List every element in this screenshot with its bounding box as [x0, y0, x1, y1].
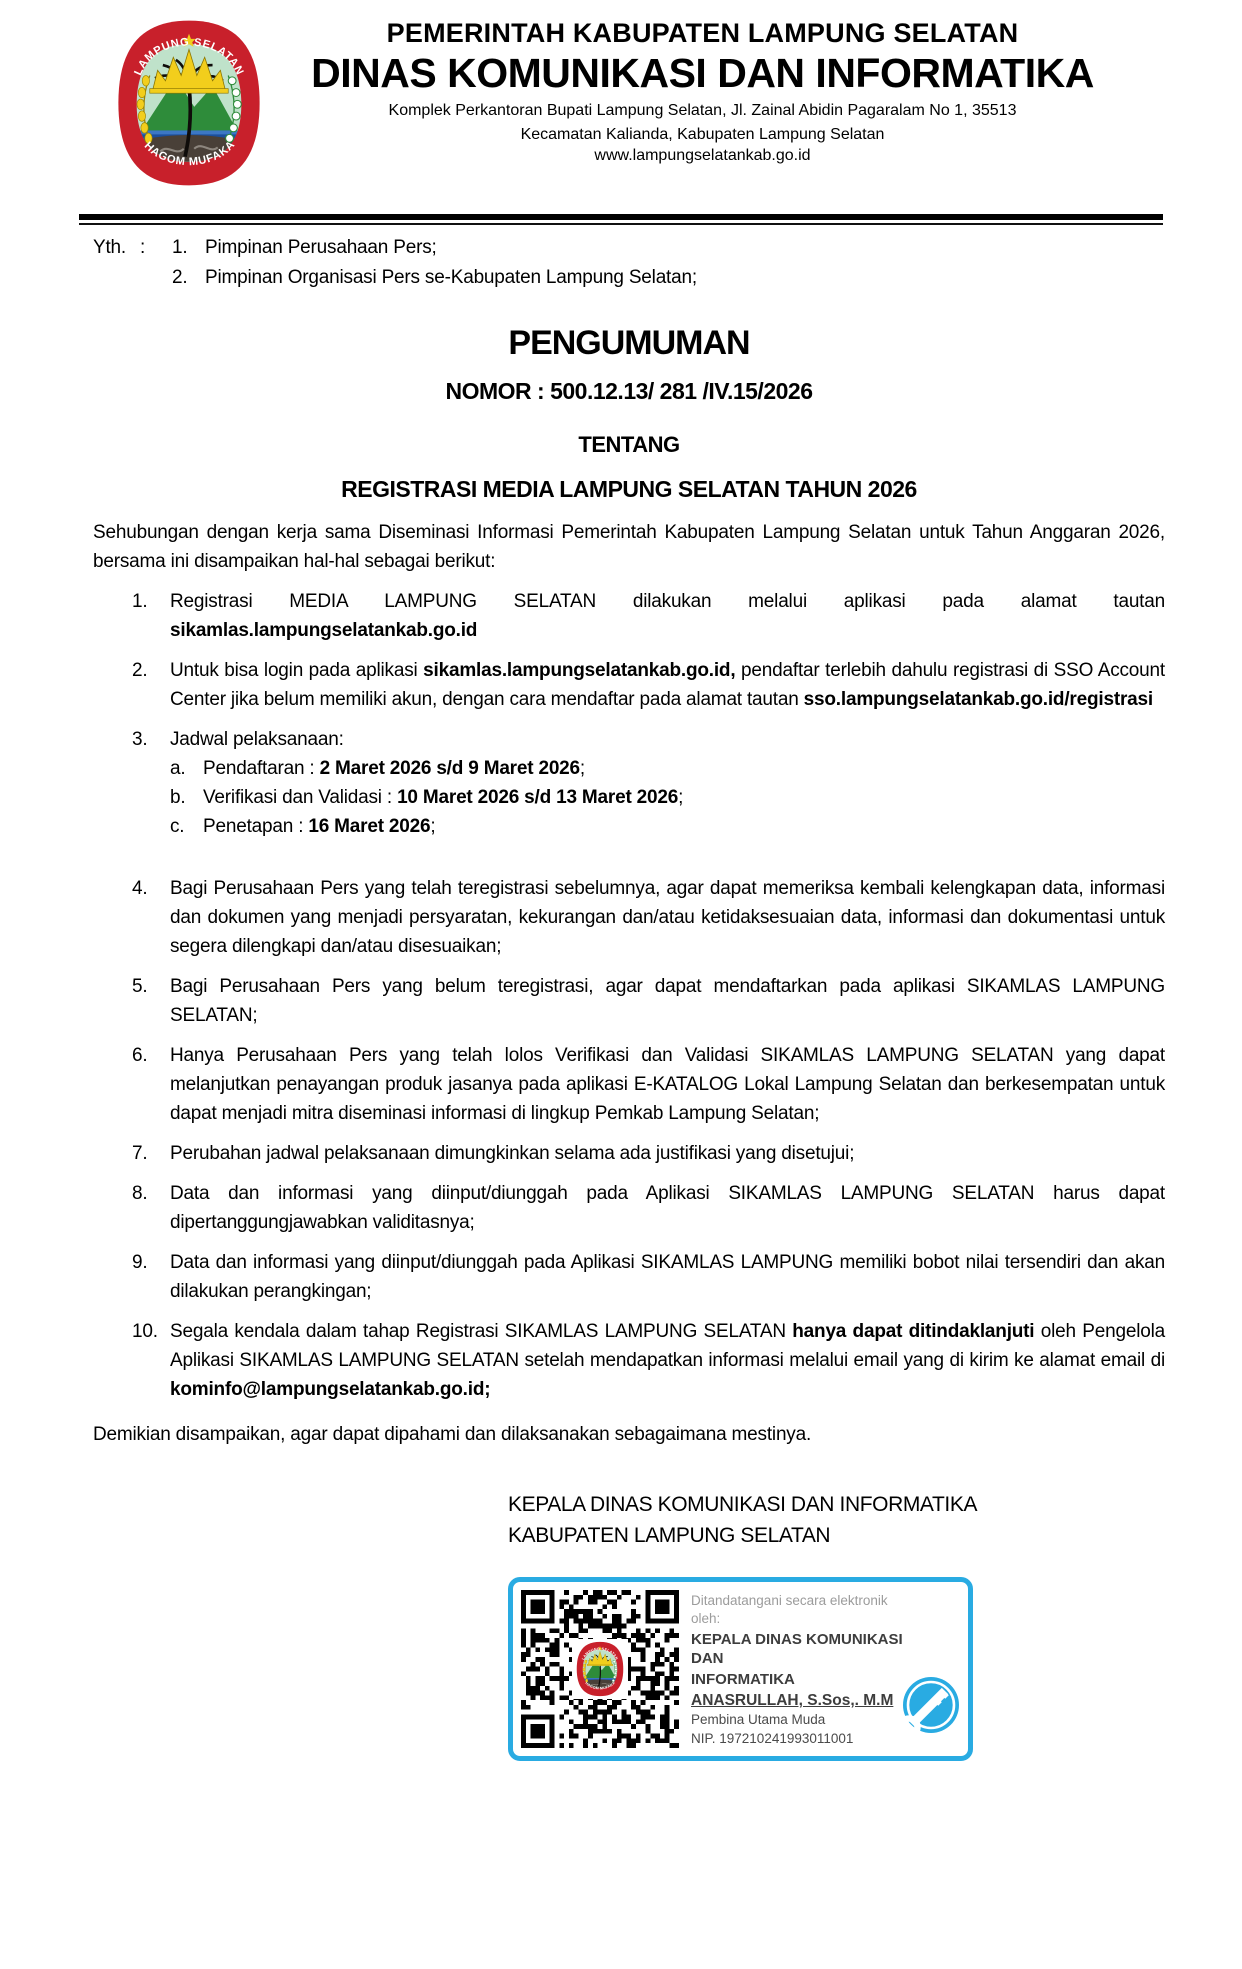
sub-item [170, 754, 1165, 783]
agency-name: DINAS KOMUNIKASI DAN INFORMATIKA [311, 50, 1094, 96]
sub-item-letter: b. [170, 787, 186, 808]
item-number: 1. [132, 591, 148, 612]
item-number: 6. [132, 1045, 148, 1066]
announcement-item [93, 587, 1165, 645]
recipient-row [172, 233, 697, 263]
signer-nip: NIP. 197210241993011001 [691, 1731, 854, 1746]
item-number: 4. [132, 878, 148, 899]
item-text: Data dan informasi yang diinput/diunggah pada Aplikasi SIKAMLAS LAMPUNG memiliki bobot nilai tersendiri dan akan dilakukan perangkingan; [170, 1252, 1165, 1302]
item-text: Data dan informasi yang diinput/diunggah pada Aplikasi SIKAMLAS LAMPUNG SELATAN harus dapat dipertanggungjawabkan validitasnya; [170, 1183, 1165, 1233]
sub-item-text: Pendaftaran : 2 Maret 2026 s/d 9 Maret 2026; [203, 758, 586, 779]
document-title: PENGUMUMAN [508, 324, 750, 362]
signature-heading [508, 1489, 1165, 1551]
sub-item-text: Penetapan : 16 Maret 2026; [203, 816, 436, 837]
document-subject: REGISTRASI MEDIA LAMPUNG SELATAN TAHUN 2026 [341, 476, 917, 502]
item-text: Registrasi MEDIA LAMPUNG SELATAN dilakukan melalui aplikasi pada alamat tautan sikamlas.lampungselatankab.go.id [170, 591, 1165, 641]
item-number: 8. [132, 1183, 148, 1204]
website-url: www.lampungselatankab.go.id [594, 147, 811, 164]
qr-code [521, 1590, 679, 1748]
stamp-signer-title-line1: KEPALA DINAS KOMUNIKASI DAN [691, 1631, 903, 1667]
letterhead-divider [79, 214, 1163, 225]
stamp-text [691, 1590, 913, 1748]
sub-item-letter: a. [170, 758, 186, 779]
announcement-item [93, 1041, 1165, 1128]
announcement-list [93, 587, 1165, 1404]
item-number: 7. [132, 1143, 148, 1164]
recipient-number: 1. [172, 237, 188, 258]
crest-icon [574, 1641, 626, 1697]
crest-icon [106, 18, 272, 188]
intro-paragraph: Sehubungan dengan kerja sama Diseminasi Informasi Pemerintah Kabupaten Lampung Selatan untuk Tahun Anggaran 2026, bersama ini disampaikan hal-hal sebagai berikut: [93, 522, 1165, 572]
signature-title-line1: KEPALA DINAS KOMUNIKASI DAN INFORMATIKA [508, 1493, 978, 1516]
sub-item [170, 783, 1165, 812]
item-number: 3. [132, 729, 148, 750]
recipients-list [172, 233, 697, 293]
recipient-number: 2. [172, 267, 188, 288]
recipient-text: Pimpinan Perusahaan Pers; [205, 237, 437, 258]
announcement-item [93, 656, 1165, 714]
document-number: NOMOR : 500.12.13/ 281 /IV.15/2026 [445, 378, 813, 404]
item-number: 10. [132, 1321, 158, 1342]
item-text: Perubahan jadwal pelaksanaan dimungkinkan selama ada justifikasi yang disetujui; [170, 1143, 855, 1164]
item-text: Segala kendala dalam tahap Registrasi SIKAMLAS LAMPUNG SELATAN hanya dapat ditindaklanjuti oleh Pengelola Aplikasi SIKAMLAS LAMPUNG SELATAN setelah mendapatkan informasi melalui email yang di kirim ke alamat email di kominfo@lampungselatankab.go.id; [170, 1321, 1165, 1400]
item-text: Jadwal pelaksanaan: a. Pendaftaran : 2 Maret 2026 s/d 9 Maret 2026; b. Verifikasi dan Validasi : 10 Maret 2026 s/d 13 Maret 2026; c. Penetapan : 16 Maret 2026; [170, 725, 1165, 841]
recipients-label: Yth. [93, 237, 126, 258]
announcement-item [93, 1179, 1165, 1237]
signer-name: ANASRULLAH, S.Sos,. M.M [691, 1692, 894, 1709]
item-number: 5. [132, 976, 148, 997]
about-label: TENTANG [578, 432, 680, 457]
announcement-item [93, 1248, 1165, 1306]
item-text: Bagi Perusahaan Pers yang telah teregistrasi sebelumnya, agar dapat memeriksa kembali kelengkapan data, informasi dan dokumen yang menjadi persyaratan, kekurangan dan/atau ketidaksesuaian data, informasi dan dokumentasi untuk segera dilengkapi dan/atau disesuaikan; [170, 878, 1165, 957]
recipients-colon: : [140, 237, 146, 258]
item-text: Hanya Perusahaan Pers yang telah lolos Verifikasi dan Validasi SIKAMLAS LAMPUNG SELATAN yang dapat melanjutkan penayangan produk jasanya pada aplikasi E-KATALOG Lokal Lampung Selatan dan berkesempatan untuk dapat menjadi mitra diseminasi informasi di lingkup Pemkab Lampung Selatan; [170, 1045, 1165, 1124]
government-name: PEMERINTAH KABUPATEN LAMPUNG SELATAN [386, 18, 1019, 48]
signer-rank: Pembina Utama Muda [691, 1712, 826, 1727]
announcement-item [93, 972, 1165, 1030]
item-text: Bagi Perusahaan Pers yang belum teregistrasi, agar dapat mendaftarkan pada aplikasi SIKAMLAS LAMPUNG SELATAN; [170, 976, 1165, 1026]
item-number: 2. [132, 660, 148, 681]
item-number: 9. [132, 1252, 148, 1273]
regency-crest-logo [106, 18, 272, 188]
signature-title-line2: KABUPATEN LAMPUNG SELATAN [508, 1524, 831, 1547]
sub-item-letter: c. [170, 816, 185, 837]
recipients-block [93, 233, 1165, 293]
signed-electronically-label: Ditandatangani secara elektronik oleh: [691, 1593, 888, 1626]
bsre-key-icon [894, 1674, 964, 1744]
announcement-item [93, 1317, 1165, 1404]
sub-item-text: Verifikasi dan Validasi : 10 Maret 2026 s/d 13 Maret 2026; [203, 787, 684, 808]
recipient-text: Pimpinan Organisasi Pers se-Kabupaten Lampung Selatan; [205, 267, 697, 288]
announcement-item [93, 725, 1165, 841]
letterhead [0, 0, 1242, 204]
title-block [93, 323, 1165, 503]
item-text: Untuk bisa login pada aplikasi sikamlas.lampungselatankab.go.id, pendaftar terlebih dahulu registrasi di SSO Account Center jika belum memiliki akun, dengan cara mendaftar pada alamat tautan sso.lampungselatankab.go.id/registrasi [170, 660, 1165, 710]
letterhead-text [235, 18, 1170, 166]
announcement-item [93, 874, 1165, 961]
sub-item [170, 812, 1165, 841]
item-sublist [170, 754, 1165, 841]
address-line2: Kecamatan Kalianda, Kabupaten Lampung Selatan [520, 126, 885, 143]
stamp-signer-title-line2: INFORMATIKA [691, 1671, 795, 1688]
closing-paragraph: Demikian disampaikan, agar dapat dipahami dan dilaksanakan sebagaimana mestinya. [93, 1424, 812, 1445]
electronic-signature-stamp [508, 1577, 973, 1761]
recipient-row [172, 263, 697, 293]
address-line1: Komplek Perkantoran Bupati Lampung Selatan, Jl. Zainal Abidin Pagaralam No 1, 35513 [388, 102, 1017, 119]
qr-center-crest [572, 1639, 628, 1699]
announcement-item [93, 1139, 1165, 1168]
